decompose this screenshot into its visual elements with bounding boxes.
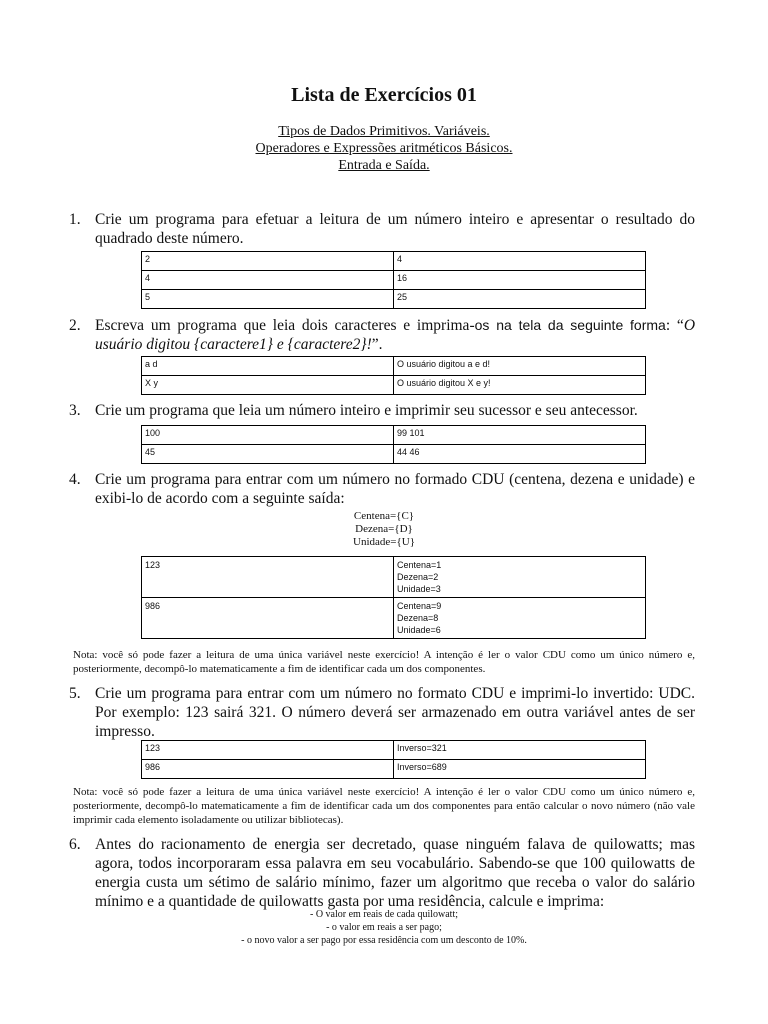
table-cell: 45	[142, 445, 394, 464]
table-cell: 986	[142, 598, 394, 639]
bullet-line: - O valor em reais de cada quilowatt;	[310, 909, 458, 920]
nota-4: Nota: você só pode fazer a leitura de uma única variável neste exercício! A intenção é ler o valor CDU como um único número e, posteriormente, decompô-lo matematicamente a fim de identificar cada um dos componentes.	[73, 649, 695, 675]
exercise-number: 4.	[69, 471, 81, 488]
exercise-2	[69, 316, 696, 354]
subtitle-3: Entrada e Saída.	[338, 158, 430, 173]
table-cell	[394, 598, 646, 639]
exercise-number: 1.	[69, 211, 81, 228]
table-cell: 4	[142, 271, 394, 290]
table-row	[142, 271, 646, 290]
output-line: Unidade=3	[397, 584, 441, 594]
table-cell: 16	[394, 271, 646, 290]
exercise-2-table	[141, 356, 646, 395]
table-cell: Inverso=689	[394, 760, 646, 779]
format-line: Dezena={D}	[355, 523, 413, 535]
exercise-6	[69, 835, 695, 911]
format-line: Centena={C}	[353, 510, 415, 522]
table-row	[142, 376, 646, 395]
nota-5: Nota: você só pode fazer a leitura de uma única variável neste exercício! A intenção é ler o valor CDU como um único número e, posteriormente, decompô-lo matematicamente a fim de identificar cada um dos componentes para então calcular o novo número (não vale imprimir cada elemento isoladamente ou utilizar bibliotecas).	[73, 786, 695, 826]
table-row	[142, 357, 646, 376]
table-cell: 100	[142, 426, 394, 445]
table-row	[142, 557, 646, 598]
format-line: Unidade={U}	[353, 536, 415, 548]
output-line: Dezena=2	[397, 572, 439, 582]
exercise-1-table	[141, 251, 646, 309]
exercise-text: Escreva um programa que leia dois caracteres e imprima-	[95, 317, 475, 334]
bullet-line: - o valor em reais a ser pago;	[326, 922, 442, 933]
exercise-text: : “	[665, 317, 684, 334]
output-line: Centena=1	[397, 560, 442, 570]
exercise-text: Crie um programa para efetuar a leitura de um número inteiro e apresentar o resultado do quadrado deste número.	[95, 211, 695, 247]
exercise-1	[69, 210, 695, 248]
table-cell: 2	[142, 252, 394, 271]
exercise-number: 2.	[69, 317, 81, 334]
table-row	[142, 290, 646, 309]
table-row	[142, 741, 646, 760]
table-cell: 123	[142, 741, 394, 760]
exercise-number: 5.	[69, 685, 81, 702]
exercise-6-bullets	[0, 908, 768, 947]
table-row	[142, 760, 646, 779]
exercise-text-italic: O usuário digitou {caractere1} e {caractere2}!	[95, 317, 696, 353]
table-cell: 44 46	[394, 445, 646, 464]
exercise-number: 3.	[69, 402, 81, 419]
table-cell: Inverso=321	[394, 741, 646, 760]
output-line: Centena=9	[397, 601, 442, 611]
table-cell: 25	[394, 290, 646, 309]
exercise-3	[69, 401, 695, 420]
exercise-4	[69, 470, 695, 508]
table-cell	[394, 557, 646, 598]
table-cell: 99 101	[394, 426, 646, 445]
exercise-text-sans: os na tela da seguinte forma	[474, 317, 666, 333]
table-cell: X y	[142, 376, 394, 395]
exercise-3-table	[141, 425, 646, 464]
table-cell: 4	[394, 252, 646, 271]
exercise-text: Crie um programa para entrar com um número no formado CDU (centena, dezena e unidade) e exibi-lo de acordo com a seguinte saída:	[95, 471, 695, 507]
exercise-5-table	[141, 740, 646, 779]
table-cell: 5	[142, 290, 394, 309]
table-cell: O usuário digitou X e y!	[394, 376, 646, 395]
format-lines	[0, 510, 768, 549]
exercise-text: Crie um programa que leia um número inteiro e imprimir seu sucessor e seu antecessor.	[95, 402, 638, 419]
subtitle-2: Operadores e Expressões aritméticos Básicos.	[255, 141, 513, 156]
exercise-4-table	[141, 556, 646, 639]
exercise-text: ”.	[371, 336, 383, 353]
table-row	[142, 252, 646, 271]
subtitle-1: Tipos de Dados Primitivos. Variáveis.	[278, 124, 490, 139]
table-row	[142, 445, 646, 464]
table-cell: 986	[142, 760, 394, 779]
output-line: Dezena=8	[397, 613, 439, 623]
table-row	[142, 598, 646, 639]
table-cell: 123	[142, 557, 394, 598]
output-line: Unidade=6	[397, 625, 441, 635]
exercise-text: Crie um programa para entrar com um número no formato CDU e imprimi-lo invertido: UDC. Por exemplo: 123 sairá 321. O número deverá ser armazenado em outra variável antes de ser impresso.	[95, 685, 695, 740]
exercise-text: Antes do racionamento de energia ser decretado, quase ninguém falava de quilowatts; mas agora, todos incorporaram essa palavra em seu vocabulário. Sabendo-se que 100 quilowatts de energia custa um sétimo de salário mínimo, fazer um algoritmo que receba o valor do salário mínimo e a quantidade de quilowatts gasta por uma residência, calcule e imprima:	[95, 836, 695, 910]
table-cell: O usuário digitou a e d!	[394, 357, 646, 376]
bullet-line: - o novo valor a ser pago por essa residência com um desconto de 10%.	[241, 935, 527, 946]
exercise-5	[69, 684, 695, 741]
exercise-number: 6.	[69, 836, 81, 853]
table-cell: a d	[142, 357, 394, 376]
table-row	[142, 426, 646, 445]
page-title: Lista de Exercícios 01	[291, 84, 477, 106]
